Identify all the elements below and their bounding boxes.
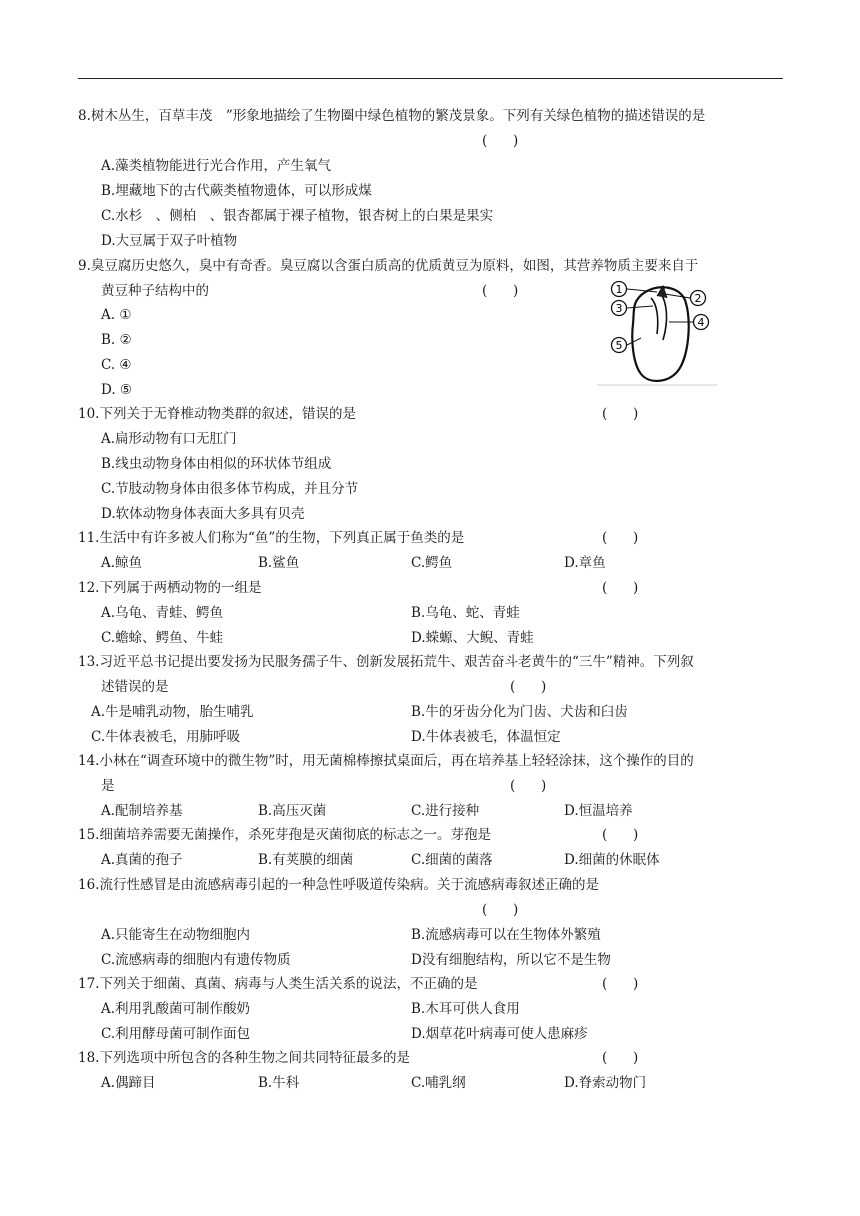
q12-option-b: B.乌龟、蛇、青蛙 <box>411 605 520 621</box>
q12-option-a: A.乌龟、青蛙、鳄鱼 <box>101 605 224 621</box>
q17-option-c: C.利用酵母菌可制作面包 <box>101 1026 251 1042</box>
q14-stem-line1: 14.小林在“调查环境中的微生物”时，用无菌棉棒擦拭桌面后，再在培养基上轻轻涂抹，这个操作的目的 <box>78 753 694 769</box>
q12-answer-blank: ( ) <box>602 580 639 596</box>
label-5-leader <box>627 338 641 345</box>
q14-option-a: A.配制培养基 <box>101 803 183 819</box>
q15-stem: 15.细菌培养需要无菌操作，杀死芽孢是灭菌彻底的标志之一。芽孢是 <box>78 827 491 843</box>
q16-option-d: D没有细胞结构，所以它不是生物 <box>411 952 611 968</box>
q16-answer-blank: ( ) <box>482 902 519 918</box>
q18-option-d: D.脊索动物门 <box>564 1075 647 1091</box>
q9-option-b: B. ② <box>101 332 132 348</box>
q18-option-b: B.牛科 <box>258 1075 300 1091</box>
q10-stem: 10.下列关于无脊椎动物类群的叙述，错误的是 <box>78 406 356 422</box>
q16-option-c: C.流感病毒的细胞内有遗传物质 <box>101 952 291 968</box>
q16-option-b: B.流感病毒可以在生物体外繁殖 <box>411 927 601 943</box>
q10-answer-blank: ( ) <box>602 406 639 422</box>
q17-answer-blank: ( ) <box>602 976 639 992</box>
q10-option-d: D.软体动物身体表面大多具有贝壳 <box>101 506 305 522</box>
q11-option-b: B.鲨鱼 <box>258 555 300 571</box>
q8-option-d: D.大豆属于双子叶植物 <box>101 233 238 249</box>
q15-option-a: A.真菌的孢子 <box>101 852 183 868</box>
q18-stem: 18.下列选项中所包含的各种生物之间共同特征最多的是 <box>78 1050 410 1066</box>
q17-option-b: B.木耳可供人食用 <box>411 1001 520 1017</box>
q13-stem-line2: 述错误的是 <box>101 679 169 695</box>
q14-stem-line2: 是 <box>101 778 115 794</box>
q15-answer-blank: ( ) <box>602 827 639 843</box>
q12-option-c: C.蟾蜍、鳄鱼、牛蛙 <box>101 630 224 646</box>
q17-option-a: A.利用乳酸菌可制作酸奶 <box>101 1001 251 1017</box>
q16-option-a: A.只能寄生在动物细胞内 <box>101 927 251 943</box>
q9-stem-line2: 黄豆种子结构中的 <box>101 283 209 299</box>
q9-stem-line1: 9.臭豆腐历史悠久，臭中有奇香。臭豆腐以含蛋白质高的优质黄豆为原料，如图，其营养物质主要来自于 <box>78 258 699 274</box>
q13-option-d: D.牛体表被毛，体温恒定 <box>411 729 561 745</box>
q17-option-d: D.烟草花叶病毒可使人患麻疹 <box>411 1026 588 1042</box>
q14-option-b: B.高压灭菌 <box>258 803 327 819</box>
label-2-text: 2 <box>694 292 702 305</box>
q13-answer-blank: ( ) <box>510 679 547 695</box>
q13-option-c: C.牛体表被毛，用肺呼吸 <box>91 729 241 745</box>
q14-option-d: D.恒温培养 <box>564 803 633 819</box>
q18-option-a: A.偶蹄目 <box>101 1075 156 1091</box>
q8-option-a: A.藻类植物能进行光合作用，产生氧气 <box>101 158 332 174</box>
label-1-text: 1 <box>615 283 623 296</box>
q8-option-c: C.水杉 、侧柏 、银杏都属于裸子植物，银杏树上的白果是果实 <box>101 208 494 224</box>
q18-option-c: C.哺乳纲 <box>411 1075 466 1091</box>
q11-stem: 11.生活中有许多被人们称为“鱼”的生物，下列真正属于鱼类的是 <box>78 530 465 546</box>
q8-option-b: B.埋藏地下的古代蕨类植物遗体，可以形成煤 <box>101 183 372 199</box>
label-3-text: 3 <box>615 302 623 315</box>
label-4-text: 4 <box>697 316 705 329</box>
q15-option-d: D.细菌的休眠体 <box>564 852 660 868</box>
seed-outline <box>632 287 688 381</box>
q10-option-c: C.节肢动物身体由很多体节构成，并且分节 <box>101 481 359 497</box>
soybean-seed-diagram <box>597 280 721 386</box>
q11-option-a: A.鲸鱼 <box>101 555 143 571</box>
q9-answer-blank: ( ) <box>482 283 519 299</box>
embryo-lines <box>651 292 667 340</box>
q15-option-c: C.细菌的菌落 <box>411 852 493 868</box>
q18-answer-blank: ( ) <box>602 1050 639 1066</box>
q9-option-a: A. ① <box>101 307 132 323</box>
q9-option-d: D. ⑤ <box>101 382 133 398</box>
q16-stem: 16.流行性感冒是由流感病毒引起的一种急性呼吸道传染病。关于流感病毒叙述正确的是 <box>78 877 599 893</box>
q14-answer-blank: ( ) <box>510 778 547 794</box>
q8-stem: 8.树木丛生，百草丰茂 ”形象地描绘了生物圈中绿色植物的繁茂景象。下列有关绿色植物的描述错误的是 <box>78 108 706 124</box>
q10-option-a: A.扁形动物有口无肛门 <box>101 431 237 447</box>
q11-option-d: D.章鱼 <box>564 555 606 571</box>
q14-option-c: C.进行接种 <box>411 803 480 819</box>
header-rule <box>78 78 783 79</box>
label-2-leader <box>665 294 690 298</box>
q13-stem-line1: 13.习近平总书记提出要发扬为民服务孺子牛、创新发展拓荒牛、艰苦奋斗老黄牛的“三牛”精神。下列叙 <box>78 654 694 670</box>
q11-option-c: C.鳄鱼 <box>411 555 453 571</box>
q12-option-d: D.蝾螈、大鲵、青蛙 <box>411 630 534 646</box>
q8-answer-blank: ( ) <box>482 133 519 149</box>
q10-option-b: B.线虫动物身体由相似的环状体节组成 <box>101 456 332 472</box>
q13-option-a: A.牛是哺乳动物，胎生哺乳 <box>91 704 254 720</box>
q9-option-c: C. ④ <box>101 357 132 373</box>
q13-option-b: B.牛的牙齿分化为门齿、犬齿和臼齿 <box>411 704 628 720</box>
q15-option-b: B.有荚膜的细菌 <box>258 852 354 868</box>
label-3-leader <box>627 306 653 308</box>
label-5-text: 5 <box>615 339 623 352</box>
q11-answer-blank: ( ) <box>602 530 639 546</box>
q17-stem: 17.下列关于细菌、真菌、病毒与人类生活关系的说法，不正确的是 <box>78 976 478 992</box>
q12-stem: 12.下列属于两栖动物的一组是 <box>78 580 262 596</box>
